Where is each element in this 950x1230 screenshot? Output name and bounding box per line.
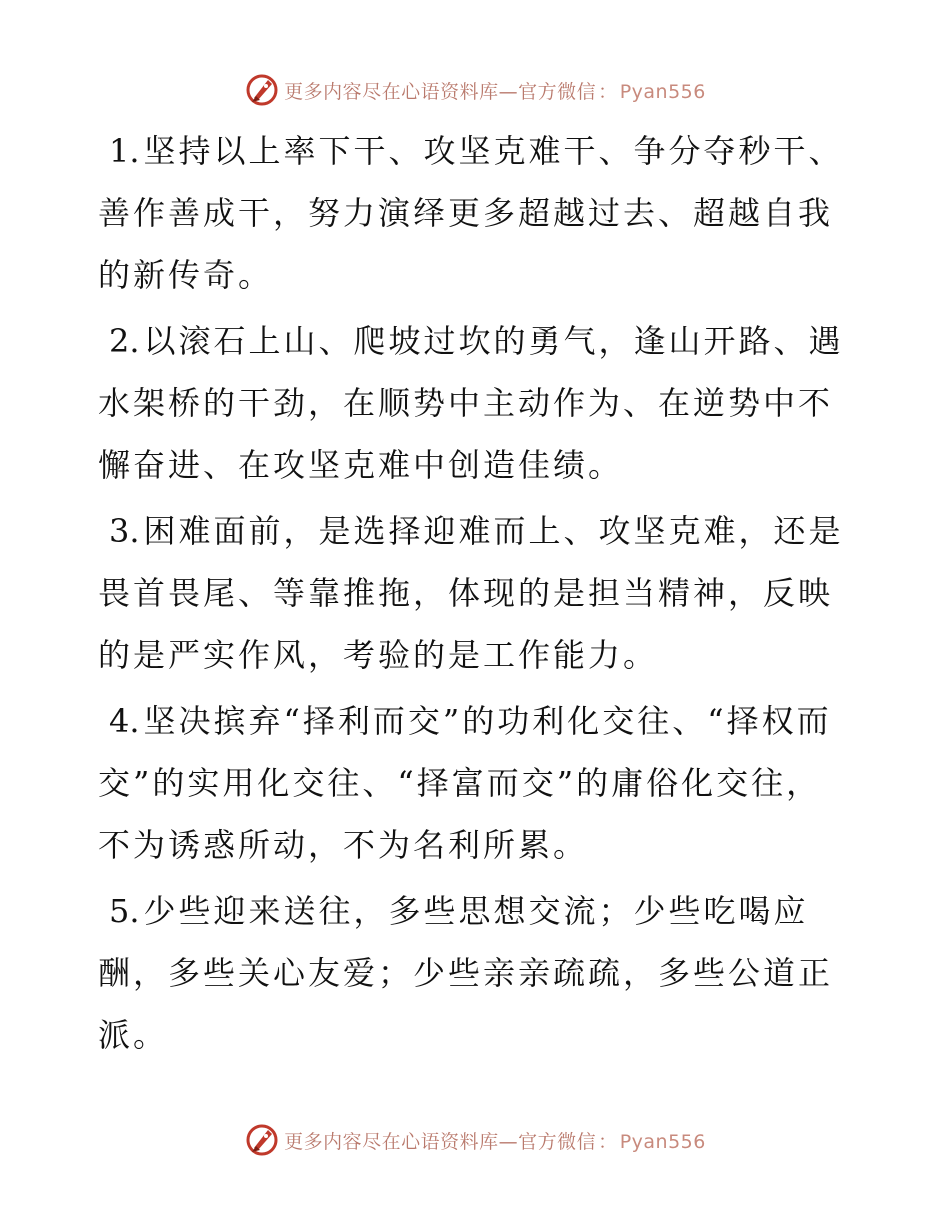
pen-nib-circle-icon <box>244 72 280 108</box>
item-number: 5. <box>109 892 140 930</box>
footer-dash: — <box>498 1130 519 1153</box>
item-text: 以滚石上山、爬坡过坎的勇气，逢山开路、遇水架桥的干劲，在顺势中主动作为、在逆势中不懈奋进、在攻坚克难中创造佳绩。 <box>98 322 844 484</box>
list-item <box>98 310 850 496</box>
header-banner <box>0 70 950 110</box>
footer-wechat-id: Pyan556 <box>619 1130 706 1153</box>
header-promo: 更多内容尽在心语资料库 <box>284 80 499 103</box>
header-dash: — <box>498 80 519 103</box>
list-item <box>98 880 850 1066</box>
list-item <box>98 120 850 306</box>
header-wechat-id: Pyan556 <box>619 80 706 103</box>
footer-separator: ： <box>598 1130 618 1153</box>
item-number: 3. <box>109 512 140 550</box>
item-text: 少些迎来送往，多些思想交流；少些吃喝应酬，多些关心友爱；少些亲亲疏疏，多些公道正派。 <box>98 892 834 1054</box>
footer-banner <box>0 1120 950 1160</box>
pen-nib-circle-icon <box>244 1122 280 1158</box>
item-text: 坚决摈弃“择利而交”的功利化交往、“择权而交”的实用化交往、“择富而交”的庸俗化交往，不为诱惑所动，不为名利所累。 <box>98 702 832 864</box>
footer-wechat-label: 官方微信 <box>518 1130 597 1153</box>
header-wechat-label: 官方微信 <box>518 80 597 103</box>
item-text: 坚持以上率下干、攻坚克难干、争分夺秒干、善作善成干，努力演绎更多超越过去、超越自我的新传奇。 <box>98 132 844 294</box>
item-text: 困难面前，是选择迎难而上、攻坚克难，还是畏首畏尾、等靠推拖，体现的是担当精神，反映的是严实作风，考验的是工作能力。 <box>98 512 844 674</box>
header-text <box>284 77 706 104</box>
item-number: 4. <box>109 702 140 740</box>
header-separator: ： <box>598 80 618 103</box>
list-item <box>98 690 850 876</box>
list-item <box>98 500 850 686</box>
item-number: 2. <box>109 322 140 360</box>
footer-text <box>284 1127 706 1154</box>
item-number: 1. <box>109 132 140 170</box>
footer-promo: 更多内容尽在心语资料库 <box>284 1130 499 1153</box>
document-body <box>98 120 850 1070</box>
